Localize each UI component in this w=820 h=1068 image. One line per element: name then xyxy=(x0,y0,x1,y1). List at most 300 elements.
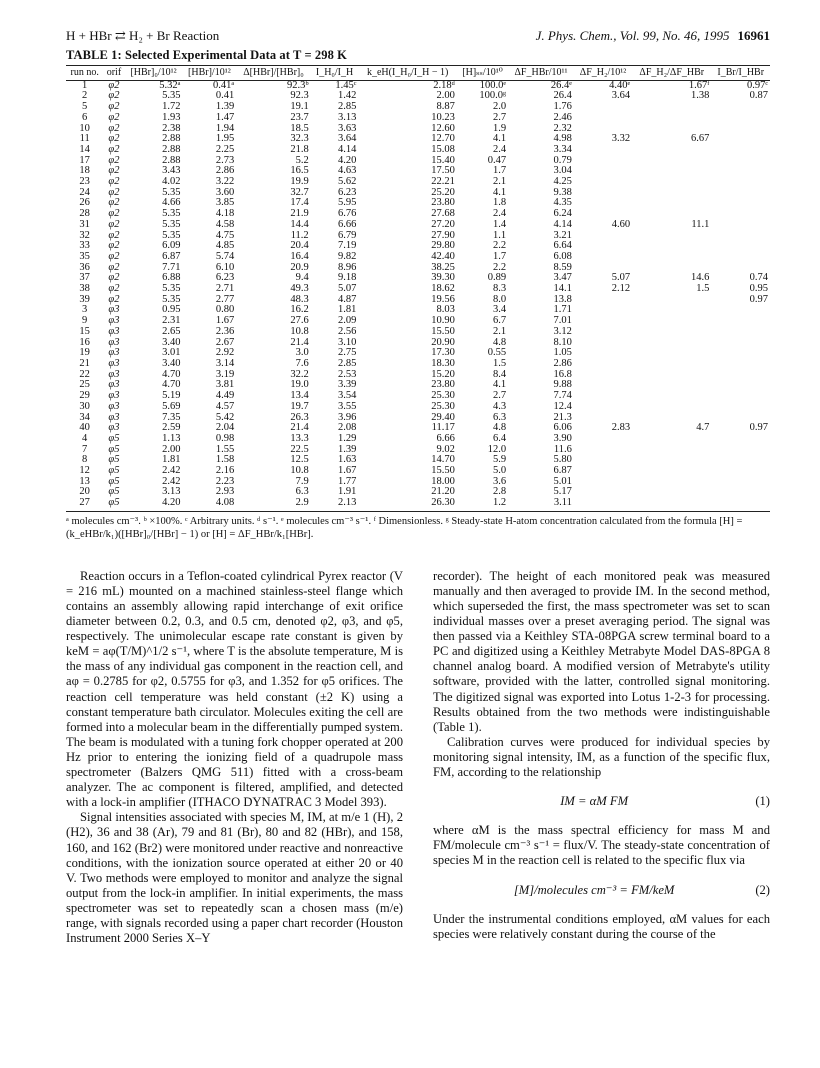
table-cell xyxy=(711,231,770,242)
table-cell: φ3 xyxy=(108,368,120,380)
table-body xyxy=(66,80,770,511)
table-cell xyxy=(574,445,632,456)
table-cell: 1.72 xyxy=(162,101,181,113)
table-cell xyxy=(632,380,711,391)
table-cell: 0.87 xyxy=(749,90,768,102)
table-cell: 15.40 xyxy=(431,154,455,166)
table-cell: 13.8 xyxy=(553,293,572,305)
table-cell xyxy=(632,316,711,327)
table-cell: 5.32ᵃ xyxy=(159,79,181,91)
column-header: ΔF_HBr/10¹¹ xyxy=(514,67,568,78)
table-cell: 3.64 xyxy=(611,90,631,102)
table-cell xyxy=(632,305,711,316)
table-cell: 2.08 xyxy=(338,422,357,434)
table-cell: 2.75 xyxy=(338,347,357,359)
table-cell: 21 xyxy=(79,357,90,369)
table-cell xyxy=(632,252,711,263)
table-cell: 2.88 xyxy=(162,133,181,145)
table-cell: 40 xyxy=(79,422,90,434)
table-cell: 3.47 xyxy=(553,272,572,284)
table-cell: 5.01 xyxy=(553,475,572,487)
table-cell: 0.74 xyxy=(749,272,768,284)
table-cell: φ5 xyxy=(108,475,120,487)
table-cell: 32.7 xyxy=(290,186,309,198)
table-cell: 2.42 xyxy=(162,475,181,487)
table-cell xyxy=(711,252,770,263)
table-cell: 7.01 xyxy=(553,315,572,327)
table-cell: 2 xyxy=(82,90,88,102)
table-cell xyxy=(574,198,632,209)
table-cell: φ2 xyxy=(108,240,120,252)
table-cell: 4.58 xyxy=(215,218,235,230)
table-cell: 4.1 xyxy=(493,133,507,145)
table-cell: 9.88 xyxy=(553,379,572,391)
table-cell: 9 xyxy=(82,315,88,327)
running-head xyxy=(66,20,770,43)
table-cell xyxy=(711,177,770,188)
table-cell: φ5 xyxy=(108,486,120,498)
table-cell: 1.67ᶠ xyxy=(688,79,710,91)
table-cell xyxy=(632,487,711,498)
column-header: I_Br/I_HBr xyxy=(717,67,765,78)
table-cell: 1.39 xyxy=(215,101,235,113)
table-cell: 32.2 xyxy=(290,368,309,380)
table-cell xyxy=(711,445,770,456)
equation-number: (1) xyxy=(755,794,770,809)
table-cell: 34 xyxy=(79,411,90,423)
table-cell: 3.22 xyxy=(215,176,235,188)
table-cell: 2.1 xyxy=(493,176,507,188)
table-cell: φ5 xyxy=(108,432,120,444)
table-cell xyxy=(574,391,632,402)
paragraph: Reaction occurs in a Teflon-coated cylindrical Pyrex reactor (V = 216 mL) mounted on a machined stainless-steel flange which contains an assembly allowing rapid interchange of exit orifice diameter between 0.2, 0.3, and 0.5 cm, denoted φ2, φ3, and φ5, respectively. The unimolecular escape rate constant is given by keM = aφ(T/M)^1/2 s⁻¹, where T is the absolute temperature, M is the mass of any individual gas component in the reaction cell, and aφ = 0.2785 for φ2, 0.5755 for φ3, and 1.352 for φ5 orifices. The reaction cell temperature was held constant (±2 K) using a constant temperature bath circulator. Molecules exiting the cell are formed into a molecular beam in the differentially pumped system. The beam is modulated with a tuning fork chopper operated at 200 Hz prior to entering the ionizing field of a quadrupole mass spectrometer (Balzers QMG 511) fitted with a cross-beam analyzer. The ac component is filtered, amplified, and detected with a lock-in amplifier (ITHACO DYNATRAC 3 Model 393). xyxy=(66,568,403,810)
table-cell: 3.64 xyxy=(338,133,357,145)
table-cell: 1.1 xyxy=(493,229,507,241)
table-cell: 27.90 xyxy=(431,229,455,241)
table-cell xyxy=(711,145,770,156)
table-footnotes: ᵃ molecules cm⁻³. ᵇ ×100%. ᶜ Arbitrary units. ᵈ s⁻¹. ᵉ molecules cm⁻³ s⁻¹. ᶠ Dimensionless. ᵍ Steady-state H-atom concentration calculated from the formula [H] = (k_eHBr/k₁)([HBr]₀/[HBr] − 1) or [H] = ΔF_HBr/k₁[HBr]. xyxy=(66,515,743,540)
table-cell: 5.35 xyxy=(162,293,181,305)
table-cell: φ2 xyxy=(108,154,120,166)
table-cell: 1.2 xyxy=(493,497,507,509)
table-cell: 1 xyxy=(82,79,88,91)
table-cell: φ2 xyxy=(108,250,120,262)
table-cell: 8.03 xyxy=(436,304,455,316)
table-cell xyxy=(711,209,770,220)
table-cell: 2.7 xyxy=(493,111,507,123)
equation-2 xyxy=(433,883,770,898)
table-cell: 0.89 xyxy=(487,272,507,284)
table-cell: 5.35 xyxy=(162,283,181,295)
table-cell: 4.40ᵉ xyxy=(609,79,631,91)
table-cell: 49.3 xyxy=(290,283,309,295)
table-cell: 17.50 xyxy=(431,165,455,177)
table-cell: 21.4 xyxy=(290,336,309,348)
table-cell: 2.4 xyxy=(493,208,507,220)
table-cell: 19.0 xyxy=(290,379,309,391)
table-cell: 6.67 xyxy=(691,133,710,145)
table-cell: 6.64 xyxy=(553,240,572,252)
table-cell xyxy=(574,241,632,252)
table-cell xyxy=(574,305,632,316)
table-cell: 5.2 xyxy=(295,154,309,166)
table-header-row xyxy=(66,66,770,81)
table-cell xyxy=(632,241,711,252)
table-cell: 37 xyxy=(79,272,90,284)
table-cell: φ3 xyxy=(108,379,120,391)
table-cell xyxy=(711,134,770,145)
equation-text: IM = αM FM xyxy=(560,794,629,809)
table-cell xyxy=(632,391,711,402)
table-cell: 12.4 xyxy=(553,400,572,412)
table-cell: 2.8 xyxy=(493,486,507,498)
table-cell xyxy=(711,466,770,477)
table-cell: 6.66 xyxy=(436,432,455,444)
table-cell: 3.32 xyxy=(611,133,631,145)
table-cell: 2.85 xyxy=(338,357,357,369)
table-cell: 1.47 xyxy=(215,111,235,123)
right-column xyxy=(433,569,770,946)
table-cell: 2.56 xyxy=(338,325,357,337)
table-cell: 2.04 xyxy=(215,422,235,434)
table-cell: 18.62 xyxy=(431,283,455,295)
table-cell: 4.66 xyxy=(162,197,181,209)
table-cell: 2.0 xyxy=(493,101,507,113)
table-cell: 1.38 xyxy=(691,90,710,102)
table-cell: 4.87 xyxy=(338,293,357,305)
table-cell xyxy=(632,498,711,511)
table-cell: 25 xyxy=(79,379,90,391)
table-cell: 2.67 xyxy=(215,336,235,348)
table-cell: 15.50 xyxy=(431,465,455,477)
table-cell: 1.55 xyxy=(215,443,235,455)
table-cell: 3 xyxy=(82,304,88,316)
table-cell: 18 xyxy=(79,165,90,177)
table-cell: 0.97ᶜ xyxy=(746,79,768,91)
table-cell xyxy=(632,231,711,242)
table-cell: 7.71 xyxy=(162,261,181,273)
table-cell: 7 xyxy=(82,443,88,455)
table-cell: 9.18 xyxy=(338,272,357,284)
table-cell: 21.9 xyxy=(290,208,309,220)
table-cell: 2.36 xyxy=(215,325,235,337)
table-cell: 1.77 xyxy=(338,475,357,487)
table-cell: 8.4 xyxy=(493,368,507,380)
table-cell: 1.63 xyxy=(338,454,357,466)
table-cell: 0.80 xyxy=(215,304,235,316)
table-cell: 5.35 xyxy=(162,208,181,220)
table-cell xyxy=(574,177,632,188)
table-cell: 3.40 xyxy=(162,357,181,369)
table-cell: 2.38 xyxy=(162,122,181,134)
table-cell xyxy=(574,348,632,359)
running-head-journal xyxy=(536,28,770,44)
table-cell: 12.60 xyxy=(431,122,455,134)
table-cell: 3.6 xyxy=(493,475,507,487)
table-row xyxy=(66,434,770,445)
table-cell xyxy=(574,327,632,338)
table-cell: 10.23 xyxy=(431,111,455,123)
table-cell: 4.25 xyxy=(553,176,572,188)
table-cell: 19.9 xyxy=(290,176,309,188)
table-cell: 0.97 xyxy=(749,293,768,305)
table-cell: 6.08 xyxy=(553,250,572,262)
table-cell xyxy=(632,327,711,338)
table-cell: 7.19 xyxy=(338,240,357,252)
table-cell: 11 xyxy=(79,133,90,145)
table-cell: φ3 xyxy=(108,390,120,402)
table-cell: 26 xyxy=(79,197,90,209)
table-cell xyxy=(632,466,711,477)
table-row xyxy=(66,402,770,413)
table-cell: 7.6 xyxy=(295,357,309,369)
table-cell xyxy=(632,145,711,156)
table-cell: 8 xyxy=(82,454,88,466)
table-cell: φ2 xyxy=(108,90,120,102)
table-cell: 3.11 xyxy=(553,497,572,509)
table-cell: 3.13 xyxy=(162,486,181,498)
table-cell: 2.2 xyxy=(493,240,507,252)
table-cell: 1.81 xyxy=(162,454,181,466)
table-cell: 18.00 xyxy=(431,475,455,487)
table-cell: 19 xyxy=(79,347,90,359)
table-cell: 4.49 xyxy=(215,390,235,402)
table-cell xyxy=(711,327,770,338)
table-cell: 13.3 xyxy=(290,432,309,444)
table-cell: φ5 xyxy=(108,465,120,477)
table-cell: 4.75 xyxy=(215,229,235,241)
column-header: [HBr]/10¹² xyxy=(188,67,231,78)
table-cell: 30 xyxy=(79,400,90,412)
column-header: [H]ₛₛ/10¹⁰ xyxy=(462,67,503,78)
table-cell: 2.9 xyxy=(295,497,309,509)
table-cell: 7.74 xyxy=(553,390,572,402)
table-cell: 3.60 xyxy=(215,186,235,198)
table-cell: 2.12 xyxy=(611,283,631,295)
table-cell: 2.18ᵈ xyxy=(433,79,455,91)
table-cell: 20.9 xyxy=(290,261,309,273)
table-cell: φ3 xyxy=(108,336,120,348)
table-cell: φ5 xyxy=(108,497,120,509)
table-cell xyxy=(711,113,770,124)
table-cell: 5.69 xyxy=(162,400,181,412)
table-cell xyxy=(632,370,711,381)
table-cell xyxy=(632,113,711,124)
paragraph: Calibration curves were produced for individual species by monitoring signal intensity, IM, as a function of the specific flux, FM, according to the relationship xyxy=(433,734,770,780)
table-cell xyxy=(574,466,632,477)
table-cell: 1.42 xyxy=(338,90,357,102)
table-cell xyxy=(574,338,632,349)
table-cell: 15.20 xyxy=(431,368,455,380)
table-cell: 1.45ᶜ xyxy=(335,79,357,91)
table-cell: 4.7 xyxy=(696,422,710,434)
table-cell: 92.3ᵇ xyxy=(287,79,309,91)
table-cell: φ3 xyxy=(108,357,120,369)
table-cell: 17 xyxy=(79,154,90,166)
table-cell: 1.05 xyxy=(553,347,572,359)
table-cell: φ5 xyxy=(108,454,120,466)
table-cell xyxy=(574,166,632,177)
table-cell: 4.60 xyxy=(611,218,631,230)
table-cell: 3.10 xyxy=(338,336,357,348)
table-cell: φ2 xyxy=(108,101,120,113)
table-cell: 18.5 xyxy=(290,122,309,134)
table-cell: 39 xyxy=(79,293,90,305)
table-cell: 1.39 xyxy=(338,443,357,455)
table-cell: 2.77 xyxy=(215,293,235,305)
table-cell: 4.85 xyxy=(215,240,235,252)
table-cell: 20 xyxy=(79,486,90,498)
table-cell xyxy=(632,177,711,188)
data-table xyxy=(66,65,770,512)
table-cell: 1.91 xyxy=(338,486,357,498)
table-cell xyxy=(632,348,711,359)
table-cell: 26.3 xyxy=(290,411,309,423)
table-cell xyxy=(711,348,770,359)
table-cell: 8.3 xyxy=(493,283,507,295)
table-cell: 4.1 xyxy=(493,379,507,391)
table-title: TABLE 1: Selected Experimental Data at T = 298 K xyxy=(66,48,348,62)
table-cell: 2.23 xyxy=(215,475,235,487)
table-cell: 6.23 xyxy=(215,272,235,284)
table-cell: 38 xyxy=(79,283,90,295)
table-cell: φ2 xyxy=(108,143,120,155)
table-cell: 6.76 xyxy=(338,208,357,220)
table-cell: 4.8 xyxy=(493,336,507,348)
table-cell: 3.90 xyxy=(553,432,572,444)
table-cell: 14.4 xyxy=(290,218,309,230)
table-cell: 12.5 xyxy=(290,454,309,466)
table-cell: 2.46 xyxy=(553,111,572,123)
table-cell xyxy=(711,498,770,511)
table-cell: 2.93 xyxy=(215,486,235,498)
table-cell: 10.90 xyxy=(431,315,455,327)
table-cell: φ3 xyxy=(108,315,120,327)
table-cell xyxy=(574,380,632,391)
table-cell: 4.70 xyxy=(162,379,181,391)
table-cell: φ2 xyxy=(108,186,120,198)
table-cell xyxy=(632,102,711,113)
table-cell xyxy=(574,370,632,381)
table-cell: 36 xyxy=(79,261,90,273)
table-cell: 3.54 xyxy=(338,390,357,402)
table-cell: 1.5 xyxy=(493,357,507,369)
table-cell: 16 xyxy=(79,336,90,348)
table-cell: φ3 xyxy=(108,347,120,359)
table-cell: 3.34 xyxy=(553,143,572,155)
table-cell: 6.3 xyxy=(295,486,309,498)
table-cell xyxy=(632,338,711,349)
table-cell: 29.40 xyxy=(431,411,455,423)
table-cell: 92.3 xyxy=(290,90,309,102)
table-cell: 3.55 xyxy=(338,400,357,412)
table-cell: 4.57 xyxy=(215,400,235,412)
table-cell: φ2 xyxy=(108,176,120,188)
table-cell: φ3 xyxy=(108,400,120,412)
table-cell xyxy=(574,487,632,498)
table-cell: 4.98 xyxy=(553,133,572,145)
table-cell xyxy=(632,295,711,306)
table-cell: 2.00 xyxy=(162,443,181,455)
table-cell: 6.66 xyxy=(338,218,357,230)
table-cell xyxy=(711,241,770,252)
table-cell: 22 xyxy=(79,368,90,380)
table-cell: 6.24 xyxy=(553,208,572,220)
table-cell: 1.93 xyxy=(162,111,181,123)
table-cell xyxy=(632,402,711,413)
table-cell: φ3 xyxy=(108,411,120,423)
table-cell xyxy=(711,305,770,316)
table-cell: 4.02 xyxy=(162,176,181,188)
table-cell: 1.9 xyxy=(493,122,507,134)
table-cell: 3.40 xyxy=(162,336,181,348)
table-cell xyxy=(574,434,632,445)
table-cell: 6.4 xyxy=(493,432,507,444)
table-cell: 6 xyxy=(82,111,88,123)
table-cell: 14 xyxy=(79,143,90,155)
table-cell: 4.70 xyxy=(162,368,181,380)
table-cell: 1.4 xyxy=(493,218,507,230)
table-cell xyxy=(711,124,770,135)
table-cell xyxy=(711,338,770,349)
paragraph: Signal intensities associated with species M, IM, at m/e 1 (H), 2 (H2), 36 and 38 (Ar), 79 and 81 (Br), 80 and 82 (HBr), and 158, 160, and 162 (Br2) were monitored under reactive and nonreactive conditions, with the ionization source operated at either 20 or 40 V. Two methods were employed to monitor and analyze the signal output from the lock-in amplifier. In initial experiments, the mass spectrometer was set to repeatedly scan a chosen mass (m/e) range, with signals recorded using a paper chart recorder (Houston Instrument 2000 Series X–Y xyxy=(66,810,403,946)
table-cell: 0.97 xyxy=(749,422,768,434)
table-cell xyxy=(574,145,632,156)
table-cell: 5.35 xyxy=(162,218,181,230)
table-cell: 42.40 xyxy=(431,250,455,262)
table-cell: 1.71 xyxy=(553,304,572,316)
table-cell xyxy=(632,477,711,488)
table-cell: 6.88 xyxy=(162,272,181,284)
table-cell xyxy=(632,156,711,167)
table-cell: 14.6 xyxy=(691,272,710,284)
table-cell: 7.9 xyxy=(295,475,309,487)
table-cell: 2.7 xyxy=(493,390,507,402)
table-cell: 100.0ᵉ xyxy=(479,79,507,91)
table-cell: 5.0 xyxy=(493,465,507,477)
table-cell: φ2 xyxy=(108,79,120,91)
table-cell xyxy=(711,102,770,113)
table-cell: 10.8 xyxy=(290,465,309,477)
table-cell: 19.1 xyxy=(290,101,309,113)
table-cell: 8.10 xyxy=(553,336,572,348)
table-cell: φ2 xyxy=(108,197,120,209)
table-cell: 2.09 xyxy=(338,315,357,327)
table-cell: 23.80 xyxy=(431,197,455,209)
table-cell: 21.4 xyxy=(290,422,309,434)
table-cell xyxy=(711,402,770,413)
table-cell: 14.1 xyxy=(553,283,572,295)
table-cell: 20.90 xyxy=(431,336,455,348)
table-cell: 3.43 xyxy=(162,165,181,177)
table-cell xyxy=(711,455,770,466)
table-cell xyxy=(711,198,770,209)
table-cell xyxy=(711,487,770,498)
table-cell: 28 xyxy=(79,208,90,220)
left-column xyxy=(66,569,403,946)
table-cell xyxy=(574,359,632,370)
table-cell: 5.80 xyxy=(553,454,572,466)
table-cell: 0.41ᵃ xyxy=(213,79,235,91)
table-cell: φ2 xyxy=(108,133,120,145)
table-cell: 9.82 xyxy=(338,250,357,262)
table-cell: 20.4 xyxy=(290,240,309,252)
table-cell: 3.21 xyxy=(553,229,572,241)
table-cell: 2.83 xyxy=(611,422,631,434)
table-cell: 4.8 xyxy=(493,422,507,434)
table-cell: 19.56 xyxy=(431,293,455,305)
table-cell: 35 xyxy=(79,250,90,262)
